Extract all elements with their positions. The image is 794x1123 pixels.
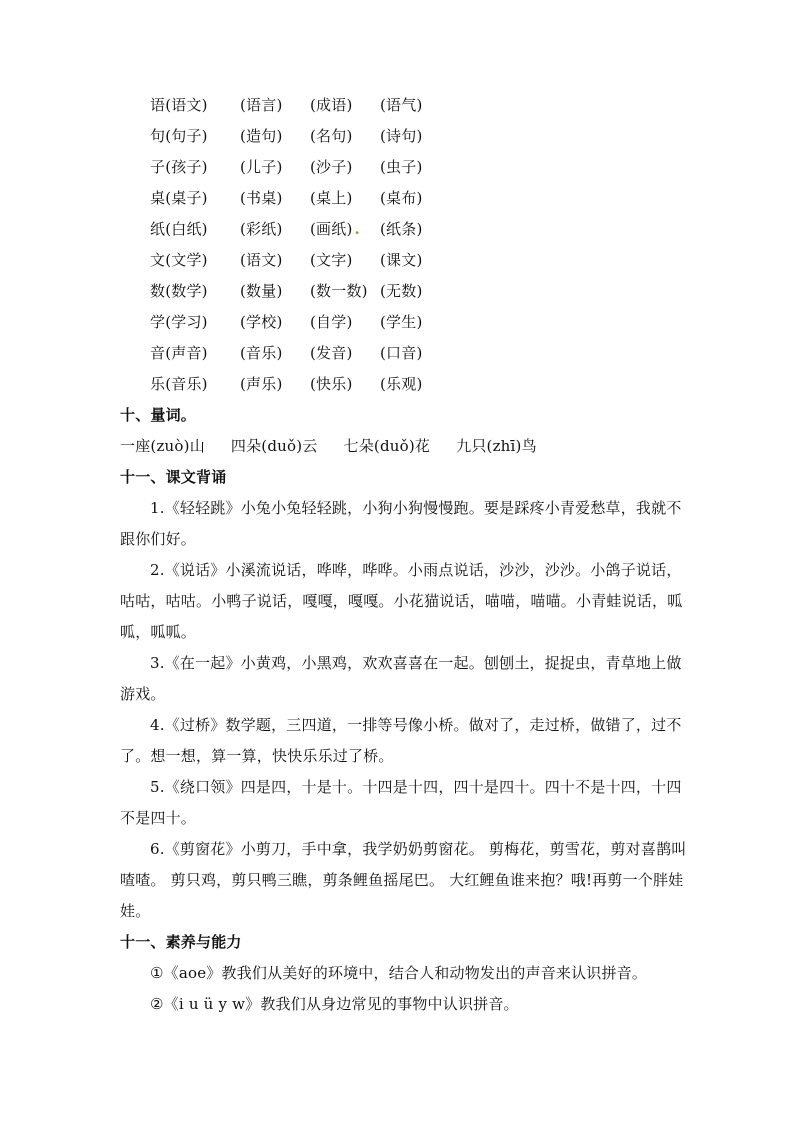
word-entry: (诗句)	[380, 127, 423, 145]
word-group-row	[150, 183, 690, 214]
word-entry: (沙子)	[310, 158, 353, 176]
measure-word-item: 九只(zhī)鸟	[456, 437, 537, 455]
word-entry: 子(孩子)	[150, 158, 208, 176]
word-group-row	[150, 338, 690, 369]
word-entry: (学校)	[240, 313, 283, 331]
word-entry: (造句)	[240, 127, 283, 145]
word-entry: (口音)	[380, 344, 423, 362]
word-entry: (成语)	[310, 96, 353, 114]
word-entry: (彩纸)	[240, 220, 283, 238]
word-entry: (声乐)	[240, 375, 283, 393]
word-entry: 句(句子)	[150, 127, 208, 145]
word-group-list	[150, 90, 690, 400]
measure-words-heading: 十、量词。	[120, 406, 197, 424]
word-entry: (无数)	[380, 282, 423, 300]
ability-item: ①《aoe》教我们从美好的环境中，结合人和动物发出的声音来认识拼音。	[150, 964, 648, 982]
recitation-paragraph: 6.《剪窗花》小剪刀，手中拿，我学奶奶剪窗花。 剪梅花，剪雪花，剪对喜鹊叫喳喳。 剪只鸡，剪只鸭三瞧，剪条鲤鱼摇尾巴。 大红鲤鱼谁来抱？哦!再剪一个胖娃娃。	[120, 840, 687, 920]
word-entry: 数(数学)	[150, 282, 208, 300]
recitation-paragraph: 4.《过桥》数学题，三四道，一排等号像小桥。做对了，走过桥，做错了，过不了。想一想，算一算，快快乐乐过了桥。	[120, 716, 682, 765]
word-entry: 乐(音乐)	[150, 375, 208, 393]
word-entry: 音(声音)	[150, 344, 208, 362]
word-entry: 文(文学)	[150, 251, 208, 269]
word-entry: (数一数)	[310, 282, 368, 300]
ability-heading: 十一、素养与能力	[120, 933, 242, 951]
word-entry: (虫子)	[380, 158, 423, 176]
word-entry: (发音)	[310, 344, 353, 362]
word-group-row	[150, 276, 690, 307]
word-entry: (快乐)	[310, 375, 353, 393]
word-entry-text: (画纸)	[310, 220, 353, 238]
recitation-paragraph: 2.《说话》小溪流说话，哗哗，哗哗。小雨点说话，沙沙，沙沙。小鸽子说话，咕咕，咕咕。小鸭子说话，嘎嘎，嘎嘎。小花猫说话，喵喵，喵喵。小青蛙说话，呱呱，呱呱。	[120, 561, 683, 641]
word-group-row	[150, 152, 690, 183]
word-entry: (儿子)	[240, 158, 283, 176]
word-group-row	[150, 307, 690, 338]
word-entry: (桌上)	[310, 189, 353, 207]
word-entry: (语气)	[380, 96, 423, 114]
word-entry: 语(语文)	[150, 96, 208, 114]
recitation-heading: 十一、课文背诵	[120, 468, 227, 486]
word-entry	[310, 214, 380, 245]
word-group-row	[150, 245, 690, 276]
word-entry: (书桌)	[240, 189, 283, 207]
word-entry: (桌布)	[380, 189, 423, 207]
measure-word-item: 七朵(duǒ)花	[343, 437, 431, 455]
word-entry: (纸条)	[380, 220, 423, 238]
document-content	[120, 90, 690, 1020]
measure-word-item: 四朵(duǒ)云	[230, 437, 318, 455]
word-entry: (自学)	[310, 313, 353, 331]
word-entry: (名句)	[310, 127, 353, 145]
word-entry: (数量)	[240, 282, 283, 300]
word-entry: 学(学习)	[150, 313, 208, 331]
word-entry: (乐观)	[380, 375, 423, 393]
dot-mark: .	[354, 220, 360, 238]
ability-item: ②《i u ü y w》教我们从身边常见的事物中认识拼音。	[150, 995, 519, 1013]
word-group-row	[150, 369, 690, 400]
word-entry: 桌(桌子)	[150, 189, 208, 207]
measure-word-item: 一座(zuò)山	[120, 437, 205, 455]
word-entry: 纸(白纸)	[150, 220, 208, 238]
measure-words-row	[120, 431, 690, 462]
recitation-paragraph: 3.《在一起》小黄鸡，小黑鸡，欢欢喜喜在一起。刨刨土，捉捉虫，青草地上做游戏。	[120, 654, 682, 703]
word-group-row	[150, 90, 690, 121]
recitation-paragraph: 5.《绕口领》四是四，十是十。十四是十四，四十是四十。四十不是十四，十四不是四十。	[120, 778, 682, 827]
word-entry: (文字)	[310, 251, 353, 269]
word-entry: (语言)	[240, 96, 283, 114]
word-group-row	[150, 214, 690, 245]
word-entry: (课文)	[380, 251, 423, 269]
word-entry: (音乐)	[240, 344, 283, 362]
word-entry: (语文)	[240, 251, 283, 269]
word-group-row	[150, 121, 690, 152]
recitation-paragraph: 1.《轻轻跳》小兔小兔轻轻跳，小狗小狗慢慢跑。要是踩疼小青爱愁草，我就不跟你们好。	[120, 499, 682, 548]
word-entry: (学生)	[380, 313, 423, 331]
